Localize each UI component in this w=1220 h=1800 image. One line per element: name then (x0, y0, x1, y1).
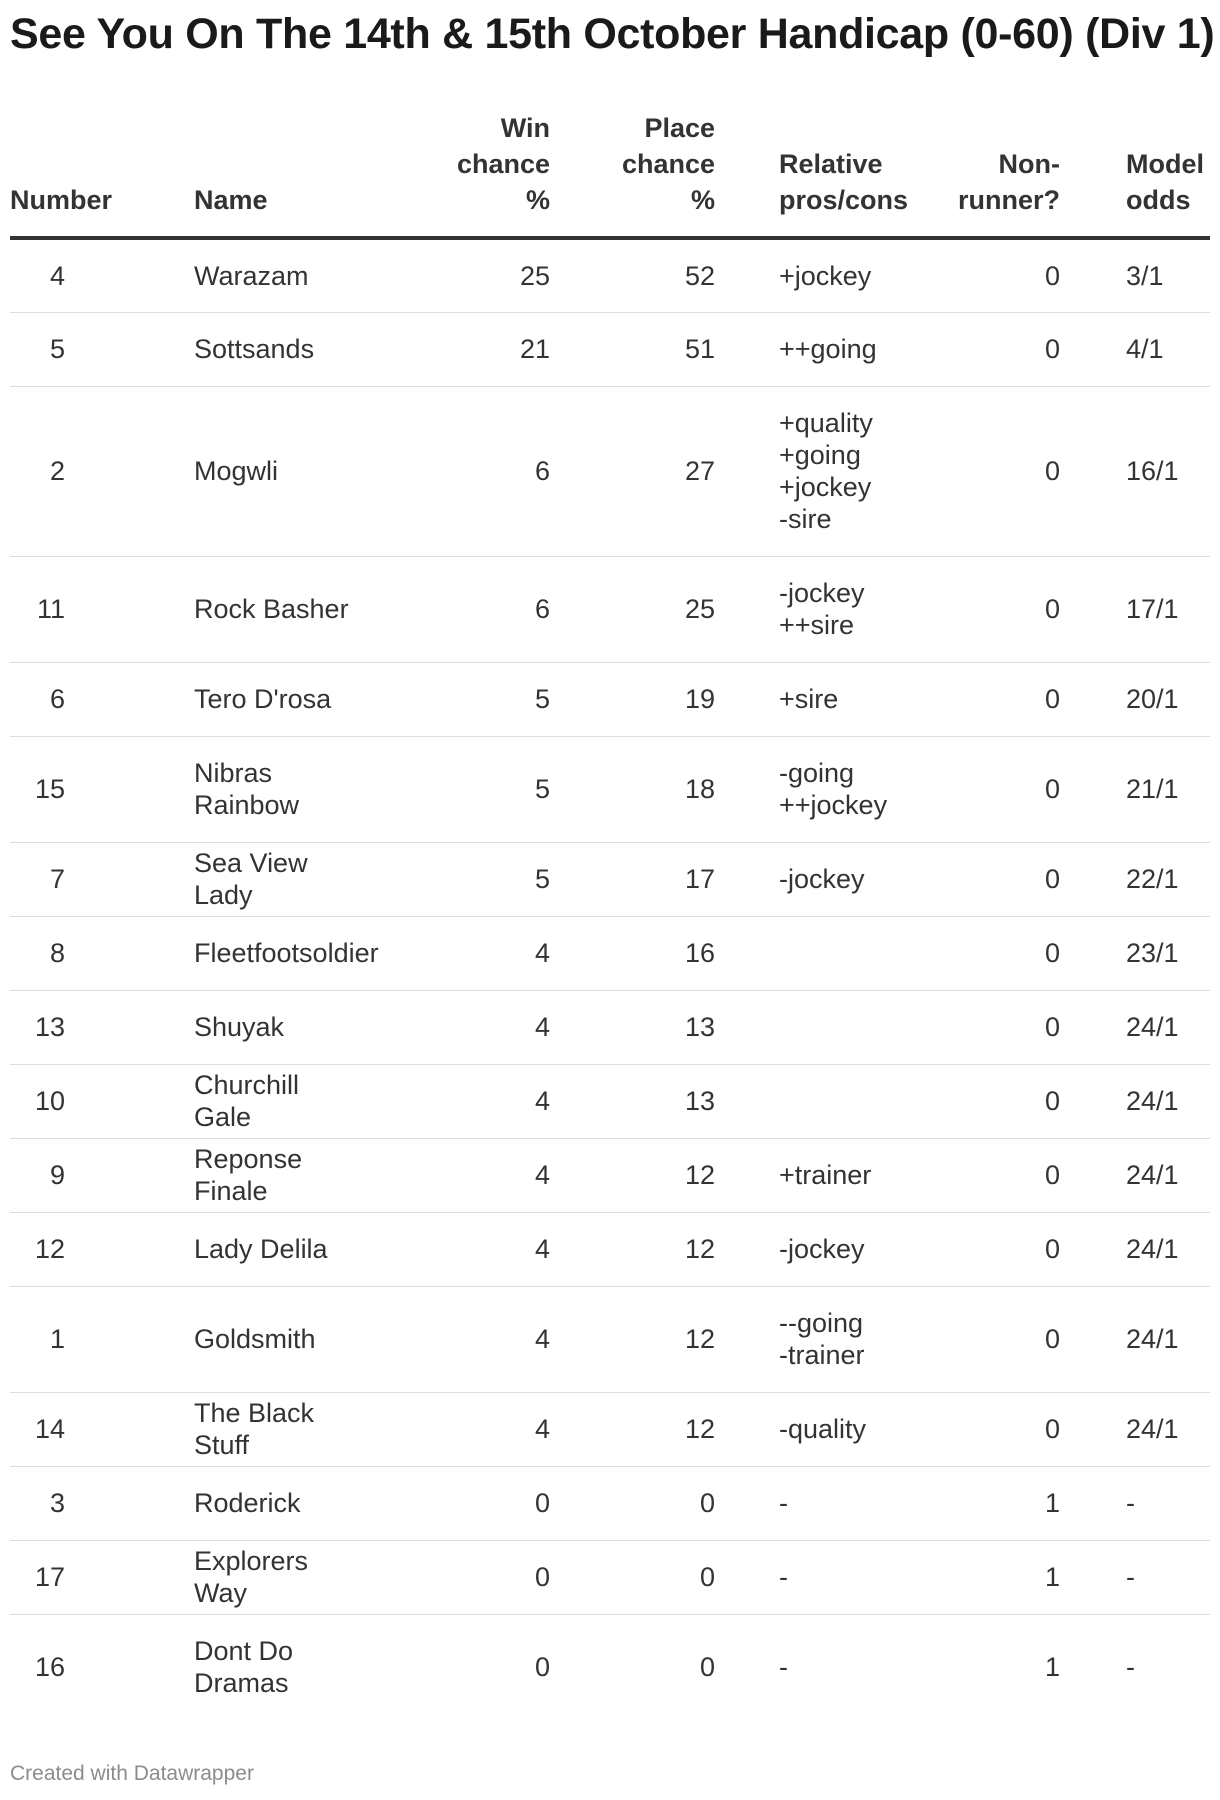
cell-place-chance: 17 (550, 842, 715, 916)
relative-line: +jockey (779, 472, 872, 502)
cell-model-odds: 24/1 (1060, 1286, 1210, 1392)
cell-nonrunner: 0 (890, 386, 1060, 556)
relative-line: -jockey (779, 864, 865, 894)
cell-place-chance: 16 (550, 916, 715, 990)
cell-number: 7 (10, 842, 130, 916)
cell-place-chance: 0 (550, 1540, 715, 1614)
table-row (10, 1286, 1210, 1392)
horse-name-line: Sottsands (194, 334, 315, 364)
cell-win-chance: 25 (355, 238, 550, 312)
table-header (10, 110, 1210, 238)
cell-win-chance: 4 (355, 916, 550, 990)
cell-win-chance: 4 (355, 1392, 550, 1466)
cell-relative (715, 238, 890, 312)
table-row (10, 1064, 1210, 1138)
table-row (10, 916, 1210, 990)
horse-name-line: Goldsmith (194, 1324, 316, 1354)
column-header-number: Number (10, 110, 130, 238)
cell-relative (715, 386, 890, 556)
relative-line: -sire (779, 504, 832, 534)
horse-name-line: Explorers Way (194, 1546, 309, 1608)
relative-line: - (779, 1562, 788, 1592)
cell-nonrunner: 0 (890, 736, 1060, 842)
cell-win-chance: 0 (355, 1540, 550, 1614)
cell-name (130, 386, 355, 556)
cell-number: 6 (10, 662, 130, 736)
cell-name (130, 556, 355, 662)
cell-win-chance: 5 (355, 662, 550, 736)
cell-relative (715, 736, 890, 842)
horse-name-line: Nibras Rainbow (194, 758, 300, 820)
cell-model-odds: 24/1 (1060, 1392, 1210, 1466)
cell-number: 4 (10, 238, 130, 312)
column-header-model-odds: Model odds (1060, 110, 1210, 238)
table-row (10, 990, 1210, 1064)
cell-place-chance: 27 (550, 386, 715, 556)
cell-name (130, 1392, 355, 1466)
horse-name-line: Mogwli (194, 456, 279, 486)
cell-nonrunner: 0 (890, 1064, 1060, 1138)
cell-nonrunner: 0 (890, 990, 1060, 1064)
cell-win-chance: 4 (355, 1138, 550, 1212)
table-row (10, 556, 1210, 662)
relative-line: -going (779, 758, 855, 788)
cell-model-odds: 20/1 (1060, 662, 1210, 736)
relative-line: -trainer (779, 1340, 865, 1370)
cell-number: 5 (10, 312, 130, 386)
horse-name-line: The Black Stuff (194, 1398, 315, 1460)
cell-win-chance: 5 (355, 736, 550, 842)
cell-number: 13 (10, 990, 130, 1064)
cell-name (130, 312, 355, 386)
cell-place-chance: 12 (550, 1138, 715, 1212)
cell-nonrunner: 0 (890, 1392, 1060, 1466)
cell-win-chance: 21 (355, 312, 550, 386)
table-body (10, 238, 1210, 1720)
cell-model-odds: 3/1 (1060, 238, 1210, 312)
cell-relative (715, 1466, 890, 1540)
cell-number: 2 (10, 386, 130, 556)
cell-model-odds: 24/1 (1060, 990, 1210, 1064)
relative-line: +jockey (779, 260, 872, 291)
cell-name (130, 238, 355, 312)
cell-model-odds: 16/1 (1060, 386, 1210, 556)
cell-model-odds: 24/1 (1060, 1064, 1210, 1138)
table-row (10, 386, 1210, 556)
cell-name (130, 842, 355, 916)
cell-model-odds: 4/1 (1060, 312, 1210, 386)
horse-name-line: Fleetfootsoldier (194, 938, 379, 968)
cell-number: 3 (10, 1466, 130, 1540)
table-row (10, 1212, 1210, 1286)
relative-line: -jockey (779, 578, 865, 608)
cell-name (130, 1466, 355, 1540)
relative-line: -jockey (779, 1234, 865, 1264)
cell-number: 17 (10, 1540, 130, 1614)
horse-name-line: Shuyak (194, 1012, 285, 1042)
relative-line: +going (779, 440, 861, 470)
cell-place-chance: 19 (550, 662, 715, 736)
cell-nonrunner: 0 (890, 916, 1060, 990)
column-header-name: Name (130, 110, 355, 238)
cell-win-chance: 0 (355, 1466, 550, 1540)
cell-nonrunner: 1 (890, 1540, 1060, 1614)
cell-place-chance: 13 (550, 990, 715, 1064)
cell-name (130, 1540, 355, 1614)
cell-name (130, 1212, 355, 1286)
relative-line: ++going (779, 334, 877, 364)
relative-line: - (779, 1488, 788, 1518)
cell-place-chance: 25 (550, 556, 715, 662)
cell-number: 1 (10, 1286, 130, 1392)
cell-number: 10 (10, 1064, 130, 1138)
table-row (10, 736, 1210, 842)
cell-number: 14 (10, 1392, 130, 1466)
cell-nonrunner: 0 (890, 662, 1060, 736)
race-table (10, 110, 1210, 1720)
cell-relative (715, 1540, 890, 1614)
cell-relative (715, 990, 890, 1064)
cell-name (130, 1614, 355, 1720)
relative-line: +trainer (779, 1160, 872, 1190)
cell-nonrunner: 0 (890, 1138, 1060, 1212)
cell-number: 8 (10, 916, 130, 990)
cell-number: 16 (34, 1652, 65, 1683)
table-row (10, 1138, 1210, 1212)
column-header-relative: Relative pros/cons (715, 110, 890, 238)
table-row (10, 312, 1210, 386)
cell-relative (715, 1392, 890, 1466)
relative-line: --going (779, 1308, 864, 1338)
cell-place-chance: 51 (550, 312, 715, 386)
cell-win-chance: 5 (355, 842, 550, 916)
table-row (10, 1540, 1210, 1614)
relative-line: +quality (779, 408, 873, 438)
cell-relative (715, 312, 890, 386)
cell-relative (715, 1614, 890, 1720)
cell-place-chance: 52 (550, 238, 715, 312)
cell-model-odds: 22/1 (1060, 842, 1210, 916)
cell-model-odds: - (1060, 1466, 1210, 1540)
cell-win-chance: 6 (355, 556, 550, 662)
relative-line: ++sire (779, 610, 855, 640)
cell-name (130, 1064, 355, 1138)
page-title: See You On The 14th & 15th October Handicap (0-60) (Div 1) (10, 10, 1215, 58)
cell-place-chance: 0 (699, 1652, 715, 1683)
table-row (10, 842, 1210, 916)
column-header-place-chance: Place chance % (550, 110, 715, 238)
relative-line: ++jockey (779, 790, 888, 820)
cell-relative (715, 1286, 890, 1392)
cell-name (130, 916, 379, 990)
column-header-nonrunner: Non- runner? (890, 110, 1060, 238)
cell-nonrunner: 1 (1044, 1652, 1060, 1683)
cell-name (130, 990, 355, 1064)
cell-place-chance: 12 (550, 1392, 715, 1466)
cell-relative (715, 1138, 890, 1212)
horse-name-line: Roderick (194, 1488, 301, 1518)
race-table-container (10, 110, 1210, 1720)
horse-name-line: Churchill Gale (194, 1070, 300, 1132)
cell-place-chance: 18 (550, 736, 715, 842)
cell-win-chance: 4 (355, 1212, 550, 1286)
cell-relative (715, 842, 890, 916)
table-row (10, 1614, 1210, 1720)
cell-relative (715, 556, 890, 662)
horse-name-line: Dont Do (194, 1636, 294, 1667)
cell-nonrunner: 0 (890, 1286, 1060, 1392)
cell-win-chance: 4 (355, 1064, 550, 1138)
cell-place-chance: 13 (550, 1064, 715, 1138)
cell-nonrunner: 0 (890, 556, 1060, 662)
relative-line: - (779, 1652, 788, 1683)
cell-model-odds: 23/1 (1060, 916, 1210, 990)
cell-model-odds: 17/1 (1060, 556, 1210, 662)
horse-name-line: Lady Delila (194, 1234, 328, 1264)
cell-place-chance: 12 (550, 1286, 715, 1392)
cell-win-chance: 0 (534, 1652, 550, 1683)
cell-win-chance: 4 (355, 990, 550, 1064)
datawrapper-credit: Created with Datawrapper (10, 1762, 254, 1785)
table-row (10, 662, 1210, 736)
horse-name-line: Warazam (194, 260, 309, 291)
cell-number: 11 (10, 556, 130, 662)
relative-line: +sire (779, 684, 839, 714)
cell-model-odds: 21/1 (1060, 736, 1210, 842)
relative-line: -quality (779, 1414, 867, 1444)
cell-nonrunner: 1 (890, 1466, 1060, 1540)
cell-nonrunner: 0 (890, 312, 1060, 386)
cell-nonrunner: 0 (890, 238, 1060, 312)
cell-nonrunner: 0 (890, 842, 1060, 916)
cell-model-odds: - (1126, 1652, 1135, 1683)
column-header-win-chance: Win chance % (355, 110, 550, 238)
cell-number: 12 (10, 1212, 130, 1286)
horse-name-line: Rock Basher (194, 594, 349, 624)
cell-place-chance: 12 (550, 1212, 715, 1286)
horse-name-line: Reponse Finale (194, 1144, 303, 1206)
cell-relative (715, 1064, 890, 1138)
horse-name-line: Sea View Lady (194, 848, 308, 910)
cell-model-odds: 24/1 (1060, 1212, 1210, 1286)
cell-name (130, 736, 355, 842)
horse-name-line: Tero D'rosa (194, 684, 332, 714)
table-row (10, 1466, 1210, 1540)
cell-name (130, 1286, 355, 1392)
table-row (10, 1392, 1210, 1466)
cell-model-odds: 24/1 (1060, 1138, 1210, 1212)
cell-relative (715, 662, 890, 736)
horse-name-line: Dramas (194, 1668, 289, 1699)
cell-number: 9 (10, 1138, 130, 1212)
cell-win-chance: 6 (355, 386, 550, 556)
cell-number: 15 (10, 736, 130, 842)
cell-relative (715, 916, 890, 990)
cell-name (130, 662, 355, 736)
cell-model-odds: - (1060, 1540, 1210, 1614)
cell-relative (715, 1212, 890, 1286)
table-row (10, 238, 1210, 312)
cell-win-chance: 4 (355, 1286, 550, 1392)
cell-name (130, 1138, 355, 1212)
cell-place-chance: 0 (550, 1466, 715, 1540)
cell-nonrunner: 0 (890, 1212, 1060, 1286)
